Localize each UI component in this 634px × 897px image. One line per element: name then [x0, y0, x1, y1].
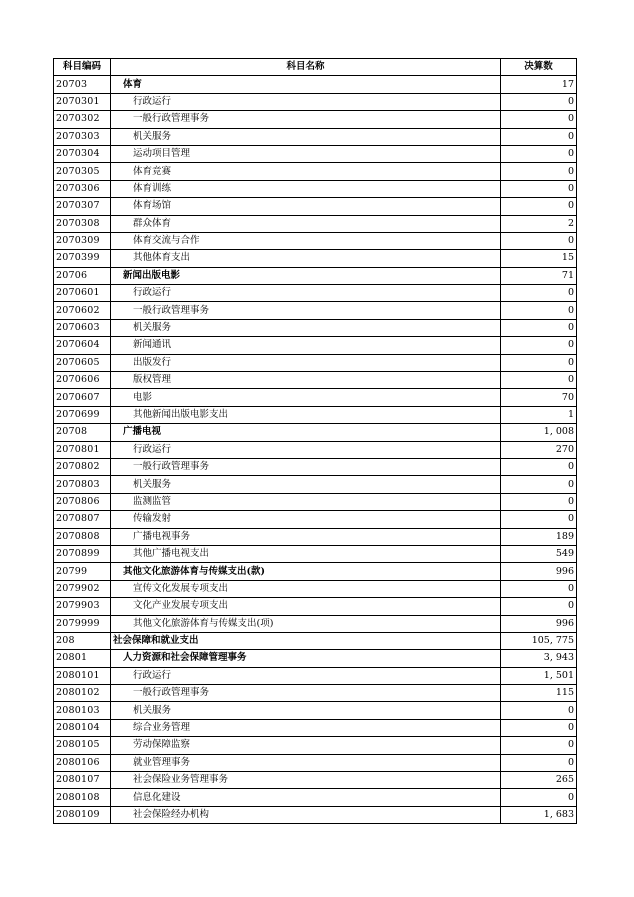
code-cell: 2080101	[54, 667, 111, 684]
table-row	[54, 111, 577, 128]
amount-cell: 0	[501, 163, 577, 180]
table-row	[54, 598, 577, 615]
code-cell: 2070603	[54, 319, 111, 336]
amount-cell: 115	[501, 685, 577, 702]
name-cell: 行政运行	[111, 285, 501, 302]
code-cell: 2080107	[54, 772, 111, 789]
amount-cell: 0	[501, 128, 577, 145]
table-row	[54, 406, 577, 423]
name-cell: 劳动保障监察	[111, 737, 501, 754]
amount-cell: 0	[501, 511, 577, 528]
name-cell: 机关服务	[111, 128, 501, 145]
name-cell: 一般行政管理事务	[111, 111, 501, 128]
amount-cell: 0	[501, 145, 577, 162]
name-cell: 群众体育	[111, 215, 501, 232]
name-cell: 广播电视	[111, 424, 501, 441]
code-cell: 2070606	[54, 372, 111, 389]
amount-cell: 0	[501, 302, 577, 319]
code-cell: 2070803	[54, 476, 111, 493]
code-cell: 2080109	[54, 806, 111, 823]
table-row	[54, 458, 577, 475]
name-cell: 电影	[111, 389, 501, 406]
amount-cell: 0	[501, 702, 577, 719]
amount-cell: 1, 683	[501, 806, 577, 823]
amount-cell: 0	[501, 319, 577, 336]
name-cell: 行政运行	[111, 667, 501, 684]
amount-cell: 1, 008	[501, 424, 577, 441]
amount-cell: 549	[501, 545, 577, 562]
name-cell: 其他体育支出	[111, 250, 501, 267]
amount-cell: 0	[501, 737, 577, 754]
name-cell: 一般行政管理事务	[111, 458, 501, 475]
name-cell: 其他广播电视支出	[111, 545, 501, 562]
name-cell: 广播电视事务	[111, 528, 501, 545]
code-cell: 208	[54, 632, 111, 649]
code-cell: 2080106	[54, 754, 111, 771]
code-cell: 2070304	[54, 145, 111, 162]
name-cell: 体育训练	[111, 180, 501, 197]
table-row	[54, 319, 577, 336]
table-row	[54, 685, 577, 702]
code-cell: 20801	[54, 650, 111, 667]
code-cell: 2070306	[54, 180, 111, 197]
table-row	[54, 632, 577, 649]
code-cell: 2070303	[54, 128, 111, 145]
amount-cell: 0	[501, 337, 577, 354]
table-row	[54, 719, 577, 736]
amount-cell: 189	[501, 528, 577, 545]
amount-cell: 71	[501, 267, 577, 284]
code-cell: 2070602	[54, 302, 111, 319]
name-cell: 体育竞赛	[111, 163, 501, 180]
name-cell: 传输发射	[111, 511, 501, 528]
name-cell: 机关服务	[111, 476, 501, 493]
code-cell: 2070302	[54, 111, 111, 128]
name-cell: 综合业务管理	[111, 719, 501, 736]
table-row	[54, 232, 577, 249]
table-row	[54, 354, 577, 371]
table-row	[54, 563, 577, 580]
code-cell: 2070399	[54, 250, 111, 267]
table-row	[54, 128, 577, 145]
amount-cell: 0	[501, 580, 577, 597]
table-row	[54, 424, 577, 441]
name-cell: 行政运行	[111, 93, 501, 110]
code-cell: 20708	[54, 424, 111, 441]
code-cell: 2070604	[54, 337, 111, 354]
table-row	[54, 528, 577, 545]
name-cell: 出版发行	[111, 354, 501, 371]
code-cell: 2079999	[54, 615, 111, 632]
code-cell: 2070605	[54, 354, 111, 371]
table-row	[54, 580, 577, 597]
table-row	[54, 198, 577, 215]
code-cell: 2070305	[54, 163, 111, 180]
code-cell: 2070808	[54, 528, 111, 545]
code-cell: 2080102	[54, 685, 111, 702]
amount-cell: 0	[501, 719, 577, 736]
table-row	[54, 772, 577, 789]
name-cell: 社会保障和就业支出	[111, 632, 501, 649]
name-cell: 其他文化旅游体育与传媒支出(款)	[111, 563, 501, 580]
code-cell: 2070601	[54, 285, 111, 302]
name-cell: 机关服务	[111, 319, 501, 336]
amount-cell: 0	[501, 198, 577, 215]
table-row	[54, 806, 577, 823]
table-row	[54, 511, 577, 528]
table-row	[54, 476, 577, 493]
name-cell: 体育	[111, 76, 501, 93]
table-row	[54, 667, 577, 684]
amount-cell: 265	[501, 772, 577, 789]
table-row	[54, 250, 577, 267]
name-cell: 其他文化旅游体育与传媒支出(项)	[111, 615, 501, 632]
code-cell: 2070807	[54, 511, 111, 528]
code-cell: 2070899	[54, 545, 111, 562]
code-cell: 2070307	[54, 198, 111, 215]
code-cell: 2080108	[54, 789, 111, 806]
name-cell: 新闻出版电影	[111, 267, 501, 284]
code-cell: 2080103	[54, 702, 111, 719]
name-cell: 人力资源和社会保障管理事务	[111, 650, 501, 667]
amount-cell: 3, 943	[501, 650, 577, 667]
table-row	[54, 163, 577, 180]
amount-cell: 1, 501	[501, 667, 577, 684]
name-cell: 运动项目管理	[111, 145, 501, 162]
amount-cell: 0	[501, 789, 577, 806]
amount-cell: 0	[501, 93, 577, 110]
table-body	[54, 76, 577, 824]
name-cell: 一般行政管理事务	[111, 302, 501, 319]
budget-table	[53, 58, 577, 824]
table-row	[54, 702, 577, 719]
amount-cell: 0	[501, 180, 577, 197]
amount-cell: 0	[501, 111, 577, 128]
name-cell: 新闻通讯	[111, 337, 501, 354]
name-cell: 机关服务	[111, 702, 501, 719]
amount-cell: 0	[501, 493, 577, 510]
code-cell: 2070806	[54, 493, 111, 510]
table-row	[54, 285, 577, 302]
amount-cell: 105, 775	[501, 632, 577, 649]
table-row	[54, 615, 577, 632]
name-cell: 监测监管	[111, 493, 501, 510]
name-cell: 文化产业发展专项支出	[111, 598, 501, 615]
amount-cell: 17	[501, 76, 577, 93]
header-name: 科目名称	[111, 59, 501, 76]
name-cell: 信息化建设	[111, 789, 501, 806]
table-row	[54, 145, 577, 162]
name-cell: 体育场馆	[111, 198, 501, 215]
amount-cell: 0	[501, 598, 577, 615]
code-cell: 2079902	[54, 580, 111, 597]
name-cell: 其他新闻出版电影支出	[111, 406, 501, 423]
amount-cell: 996	[501, 615, 577, 632]
table-row	[54, 789, 577, 806]
table-row	[54, 441, 577, 458]
table-row	[54, 372, 577, 389]
code-cell: 2080104	[54, 719, 111, 736]
table-row	[54, 337, 577, 354]
amount-cell: 0	[501, 476, 577, 493]
amount-cell: 270	[501, 441, 577, 458]
amount-cell: 15	[501, 250, 577, 267]
table-row	[54, 650, 577, 667]
code-cell: 2070301	[54, 93, 111, 110]
name-cell: 社会保险业务管理事务	[111, 772, 501, 789]
amount-cell: 0	[501, 285, 577, 302]
code-cell: 2070309	[54, 232, 111, 249]
code-cell: 20703	[54, 76, 111, 93]
code-cell: 2070699	[54, 406, 111, 423]
code-cell: 2070308	[54, 215, 111, 232]
name-cell: 版权管理	[111, 372, 501, 389]
code-cell: 2070802	[54, 458, 111, 475]
amount-cell: 2	[501, 215, 577, 232]
name-cell: 就业管理事务	[111, 754, 501, 771]
code-cell: 2070801	[54, 441, 111, 458]
table-row	[54, 545, 577, 562]
header-amount: 决算数	[501, 59, 577, 76]
code-cell: 2080105	[54, 737, 111, 754]
amount-cell: 1	[501, 406, 577, 423]
table-row	[54, 493, 577, 510]
name-cell: 社会保险经办机构	[111, 806, 501, 823]
amount-cell: 996	[501, 563, 577, 580]
header-code: 科目编码	[54, 59, 111, 76]
table-row	[54, 737, 577, 754]
code-cell: 20706	[54, 267, 111, 284]
amount-cell: 0	[501, 372, 577, 389]
table-header-row	[54, 59, 577, 76]
table-row	[54, 754, 577, 771]
name-cell: 行政运行	[111, 441, 501, 458]
table-row	[54, 180, 577, 197]
code-cell: 20799	[54, 563, 111, 580]
amount-cell: 0	[501, 754, 577, 771]
table-row	[54, 76, 577, 93]
amount-cell: 0	[501, 458, 577, 475]
name-cell: 体育交流与合作	[111, 232, 501, 249]
name-cell: 宣传文化发展专项支出	[111, 580, 501, 597]
amount-cell: 0	[501, 354, 577, 371]
table-row	[54, 302, 577, 319]
table-row	[54, 267, 577, 284]
code-cell: 2070607	[54, 389, 111, 406]
name-cell: 一般行政管理事务	[111, 685, 501, 702]
table-row	[54, 93, 577, 110]
code-cell: 2079903	[54, 598, 111, 615]
table-row	[54, 389, 577, 406]
table-row	[54, 215, 577, 232]
amount-cell: 0	[501, 232, 577, 249]
amount-cell: 70	[501, 389, 577, 406]
